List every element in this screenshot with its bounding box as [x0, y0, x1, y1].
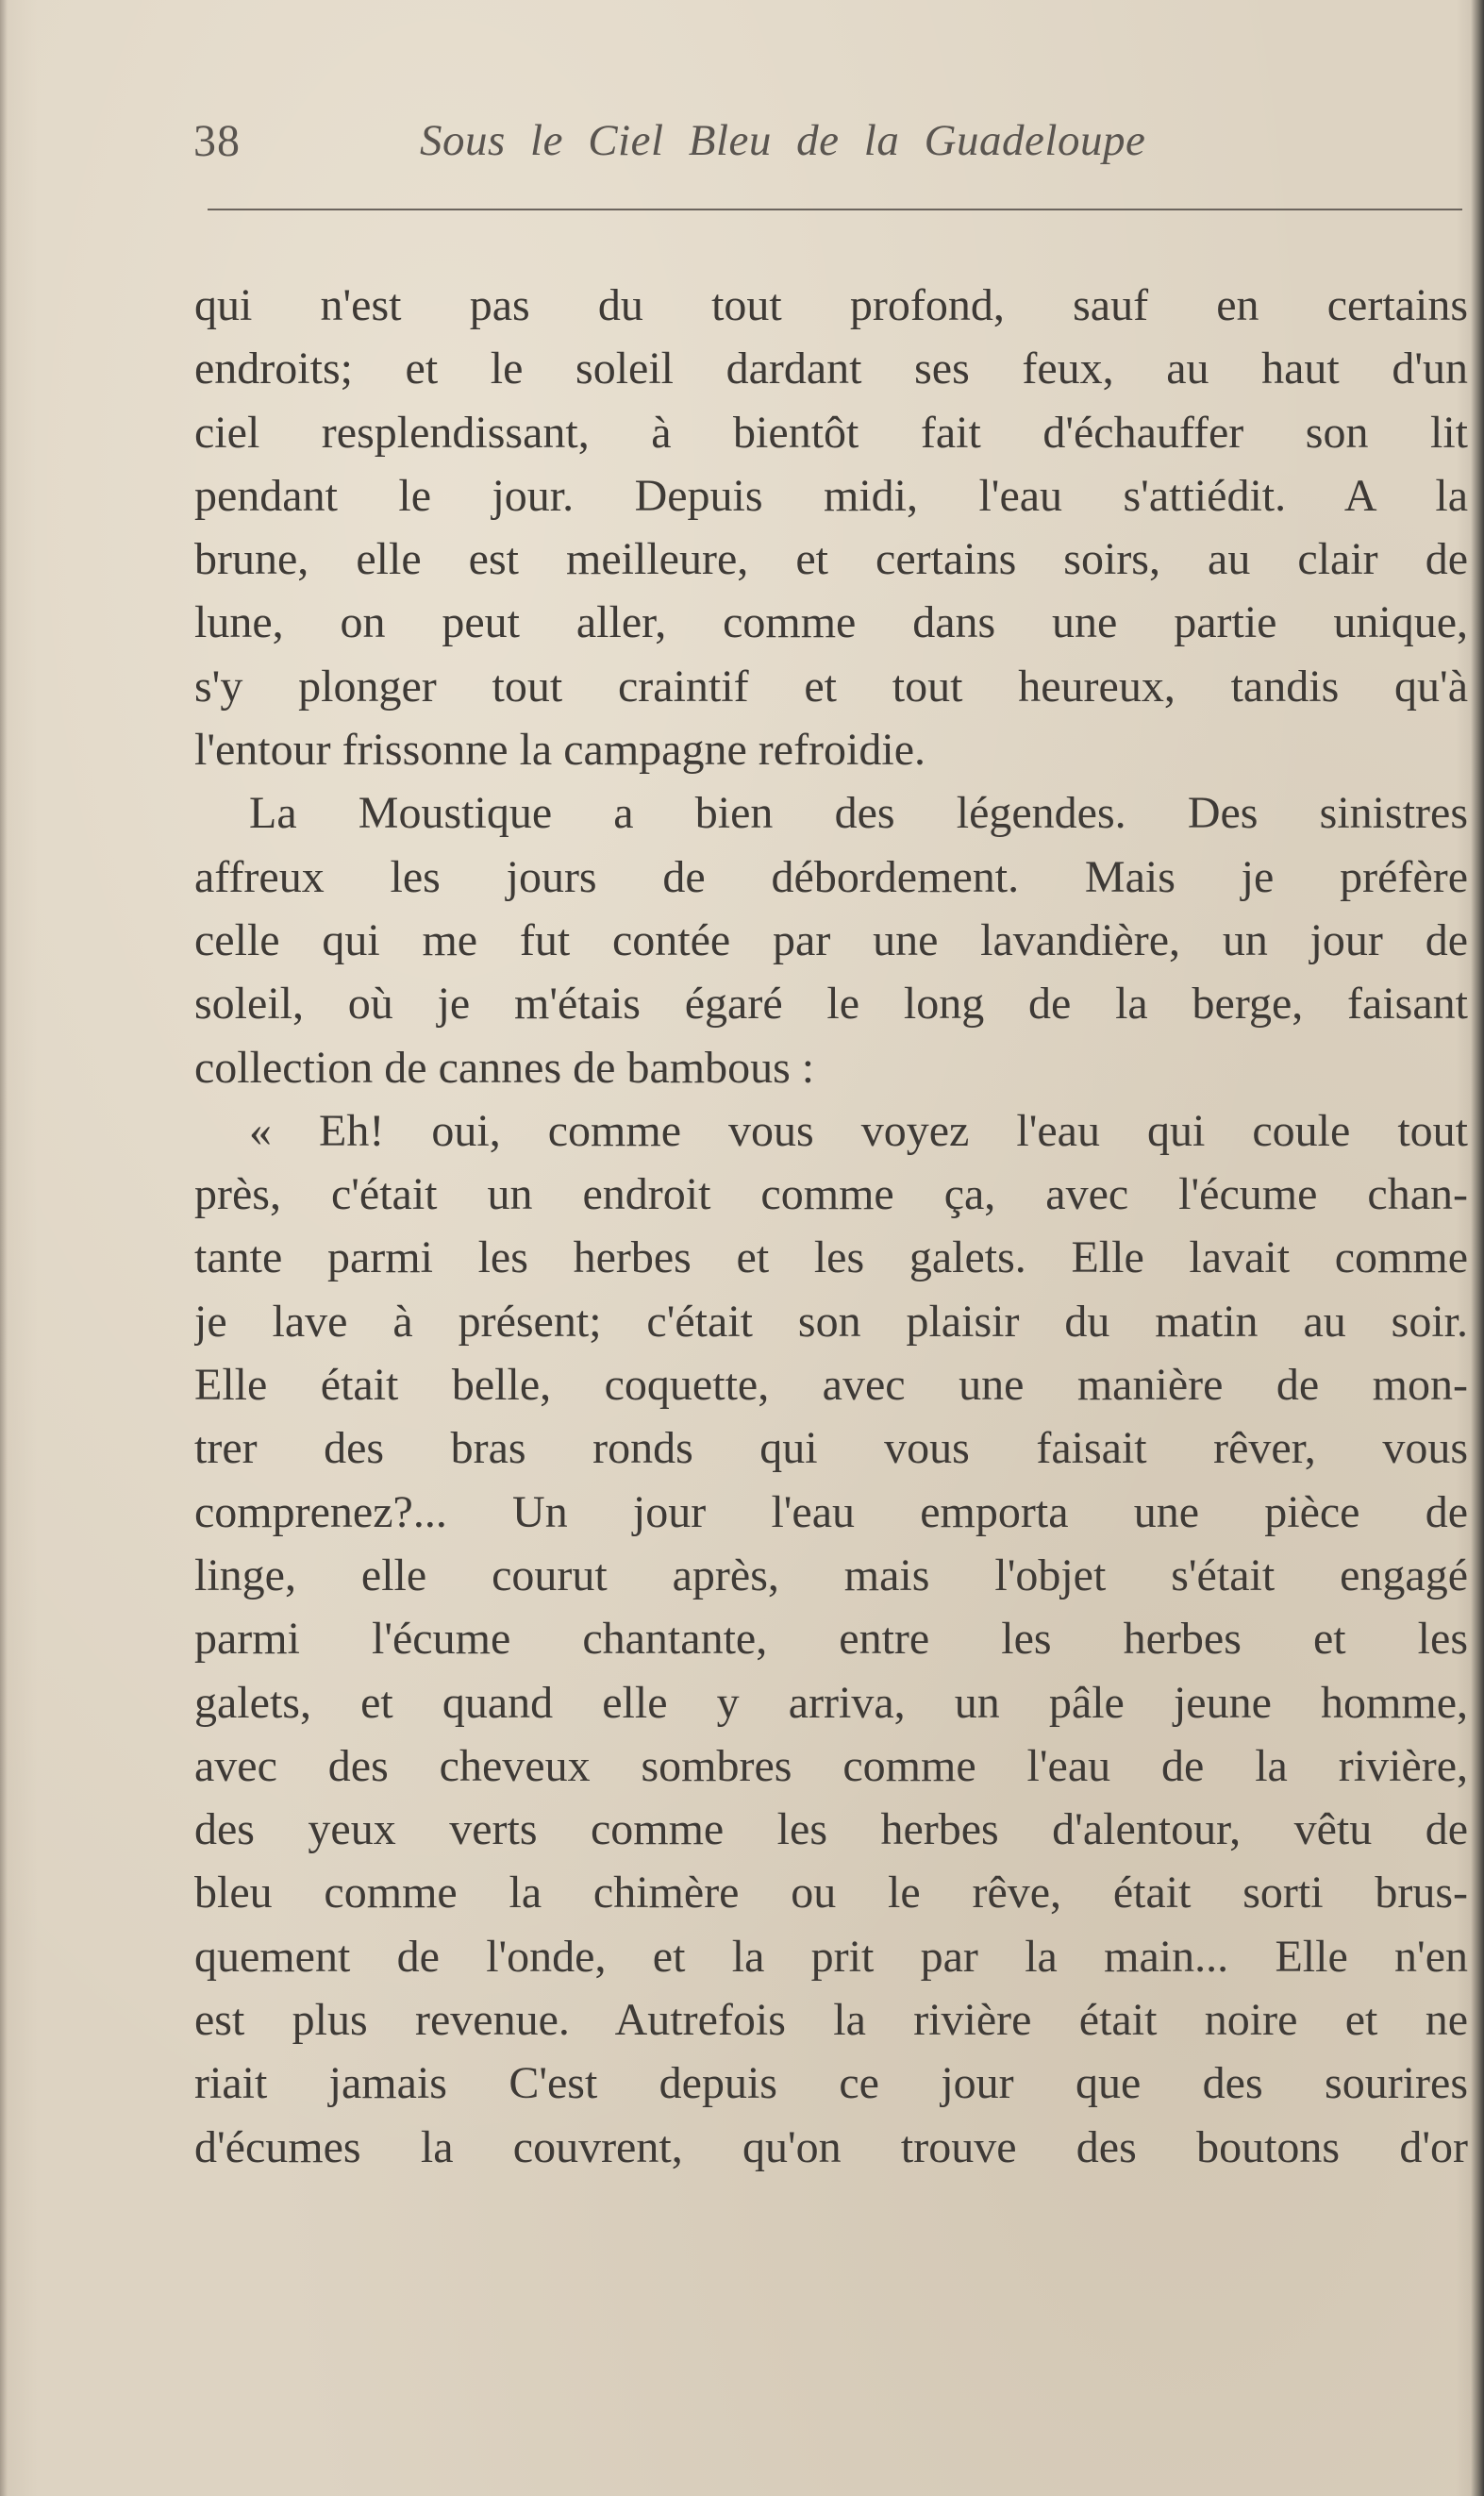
text-line: quement de l'onde, et la prit par la main... Elle n'en	[194, 1931, 1468, 1982]
text-line: parmi l'écume chantante, entre les herbes et les	[194, 1614, 1468, 1665]
text-line: linge, elle courut après, mais l'objet s'était engagé	[194, 1550, 1468, 1600]
text-line: trer des bras ronds qui vous faisait rêver, vous	[194, 1423, 1468, 1474]
header-rule	[208, 209, 1462, 210]
text-line: La Moustique a bien des légendes. Des sinistres	[249, 788, 1468, 839]
page-number: 38	[193, 116, 241, 166]
text-line: lune, on peut aller, comme dans une partie unique,	[194, 597, 1468, 648]
text-line: celle qui me fut contée par une lavandière, un jour de	[194, 914, 1468, 965]
text-line: tante parmi les herbes et les galets. Elle lavait comme	[194, 1232, 1468, 1283]
text-line: Elle était belle, coquette, avec une manière de mon-	[194, 1360, 1468, 1411]
text-line: collection de cannes de bambous :	[194, 1042, 815, 1093]
text-line: brune, elle est meilleure, et certains soirs, au clair de	[194, 534, 1468, 585]
page-right-edge-shadow	[1471, 0, 1484, 2496]
text-line: ciel resplendissant, à bientôt fait d'échauffer son lit	[194, 407, 1468, 458]
text-line: « Eh! oui, comme vous voyez l'eau qui coule tout	[249, 1105, 1468, 1156]
running-header	[193, 111, 1467, 177]
text-line: galets, et quand elle y arriva, un pâle jeune homme,	[194, 1677, 1468, 1728]
text-line: est plus revenue. Autrefois la rivière était noire et ne	[194, 1995, 1468, 2046]
text-line: soleil, où je m'étais égaré le long de la berge, faisant	[194, 979, 1468, 1030]
text-line: l'entour frissonne la campagne refroidie.	[194, 725, 926, 776]
running-title: Sous le Ciel Bleu de la Guadeloupe	[420, 116, 1146, 165]
text-line: des yeux verts comme les herbes d'alentour, vêtu de	[194, 1804, 1468, 1855]
text-line: je lave à présent; c'était son plaisir du matin au soir.	[194, 1296, 1468, 1347]
text-line: pendant le jour. Depuis midi, l'eau s'attiédit. A la	[194, 470, 1468, 521]
text-line: avec des cheveux sombres comme l'eau de la rivière,	[194, 1740, 1468, 1791]
text-line: affreux les jours de débordement. Mais je préfère	[194, 851, 1468, 902]
text-line: comprenez?... Un jour l'eau emporta une pièce de	[194, 1486, 1468, 1537]
text-line: riait jamais C'est depuis ce jour que des sourires	[194, 2058, 1468, 2109]
text-line: près, c'était un endroit comme ça, avec l'écume chan-	[194, 1169, 1468, 1220]
text-line: bleu comme la chimère ou le rêve, était sorti brus-	[194, 1868, 1468, 1918]
text-line: d'écumes la couvrent, qu'on trouve des boutons d'or	[194, 2121, 1468, 2172]
body-text	[194, 274, 1468, 2179]
text-line: qui n'est pas du tout profond, sauf en certains	[194, 280, 1468, 330]
text-line: s'y plonger tout craintif et tout heureux, tandis qu'à	[194, 661, 1468, 712]
text-line: endroits; et le soleil dardant ses feux, au haut d'un	[194, 343, 1468, 394]
page-left-edge-shadow	[0, 0, 8, 2496]
